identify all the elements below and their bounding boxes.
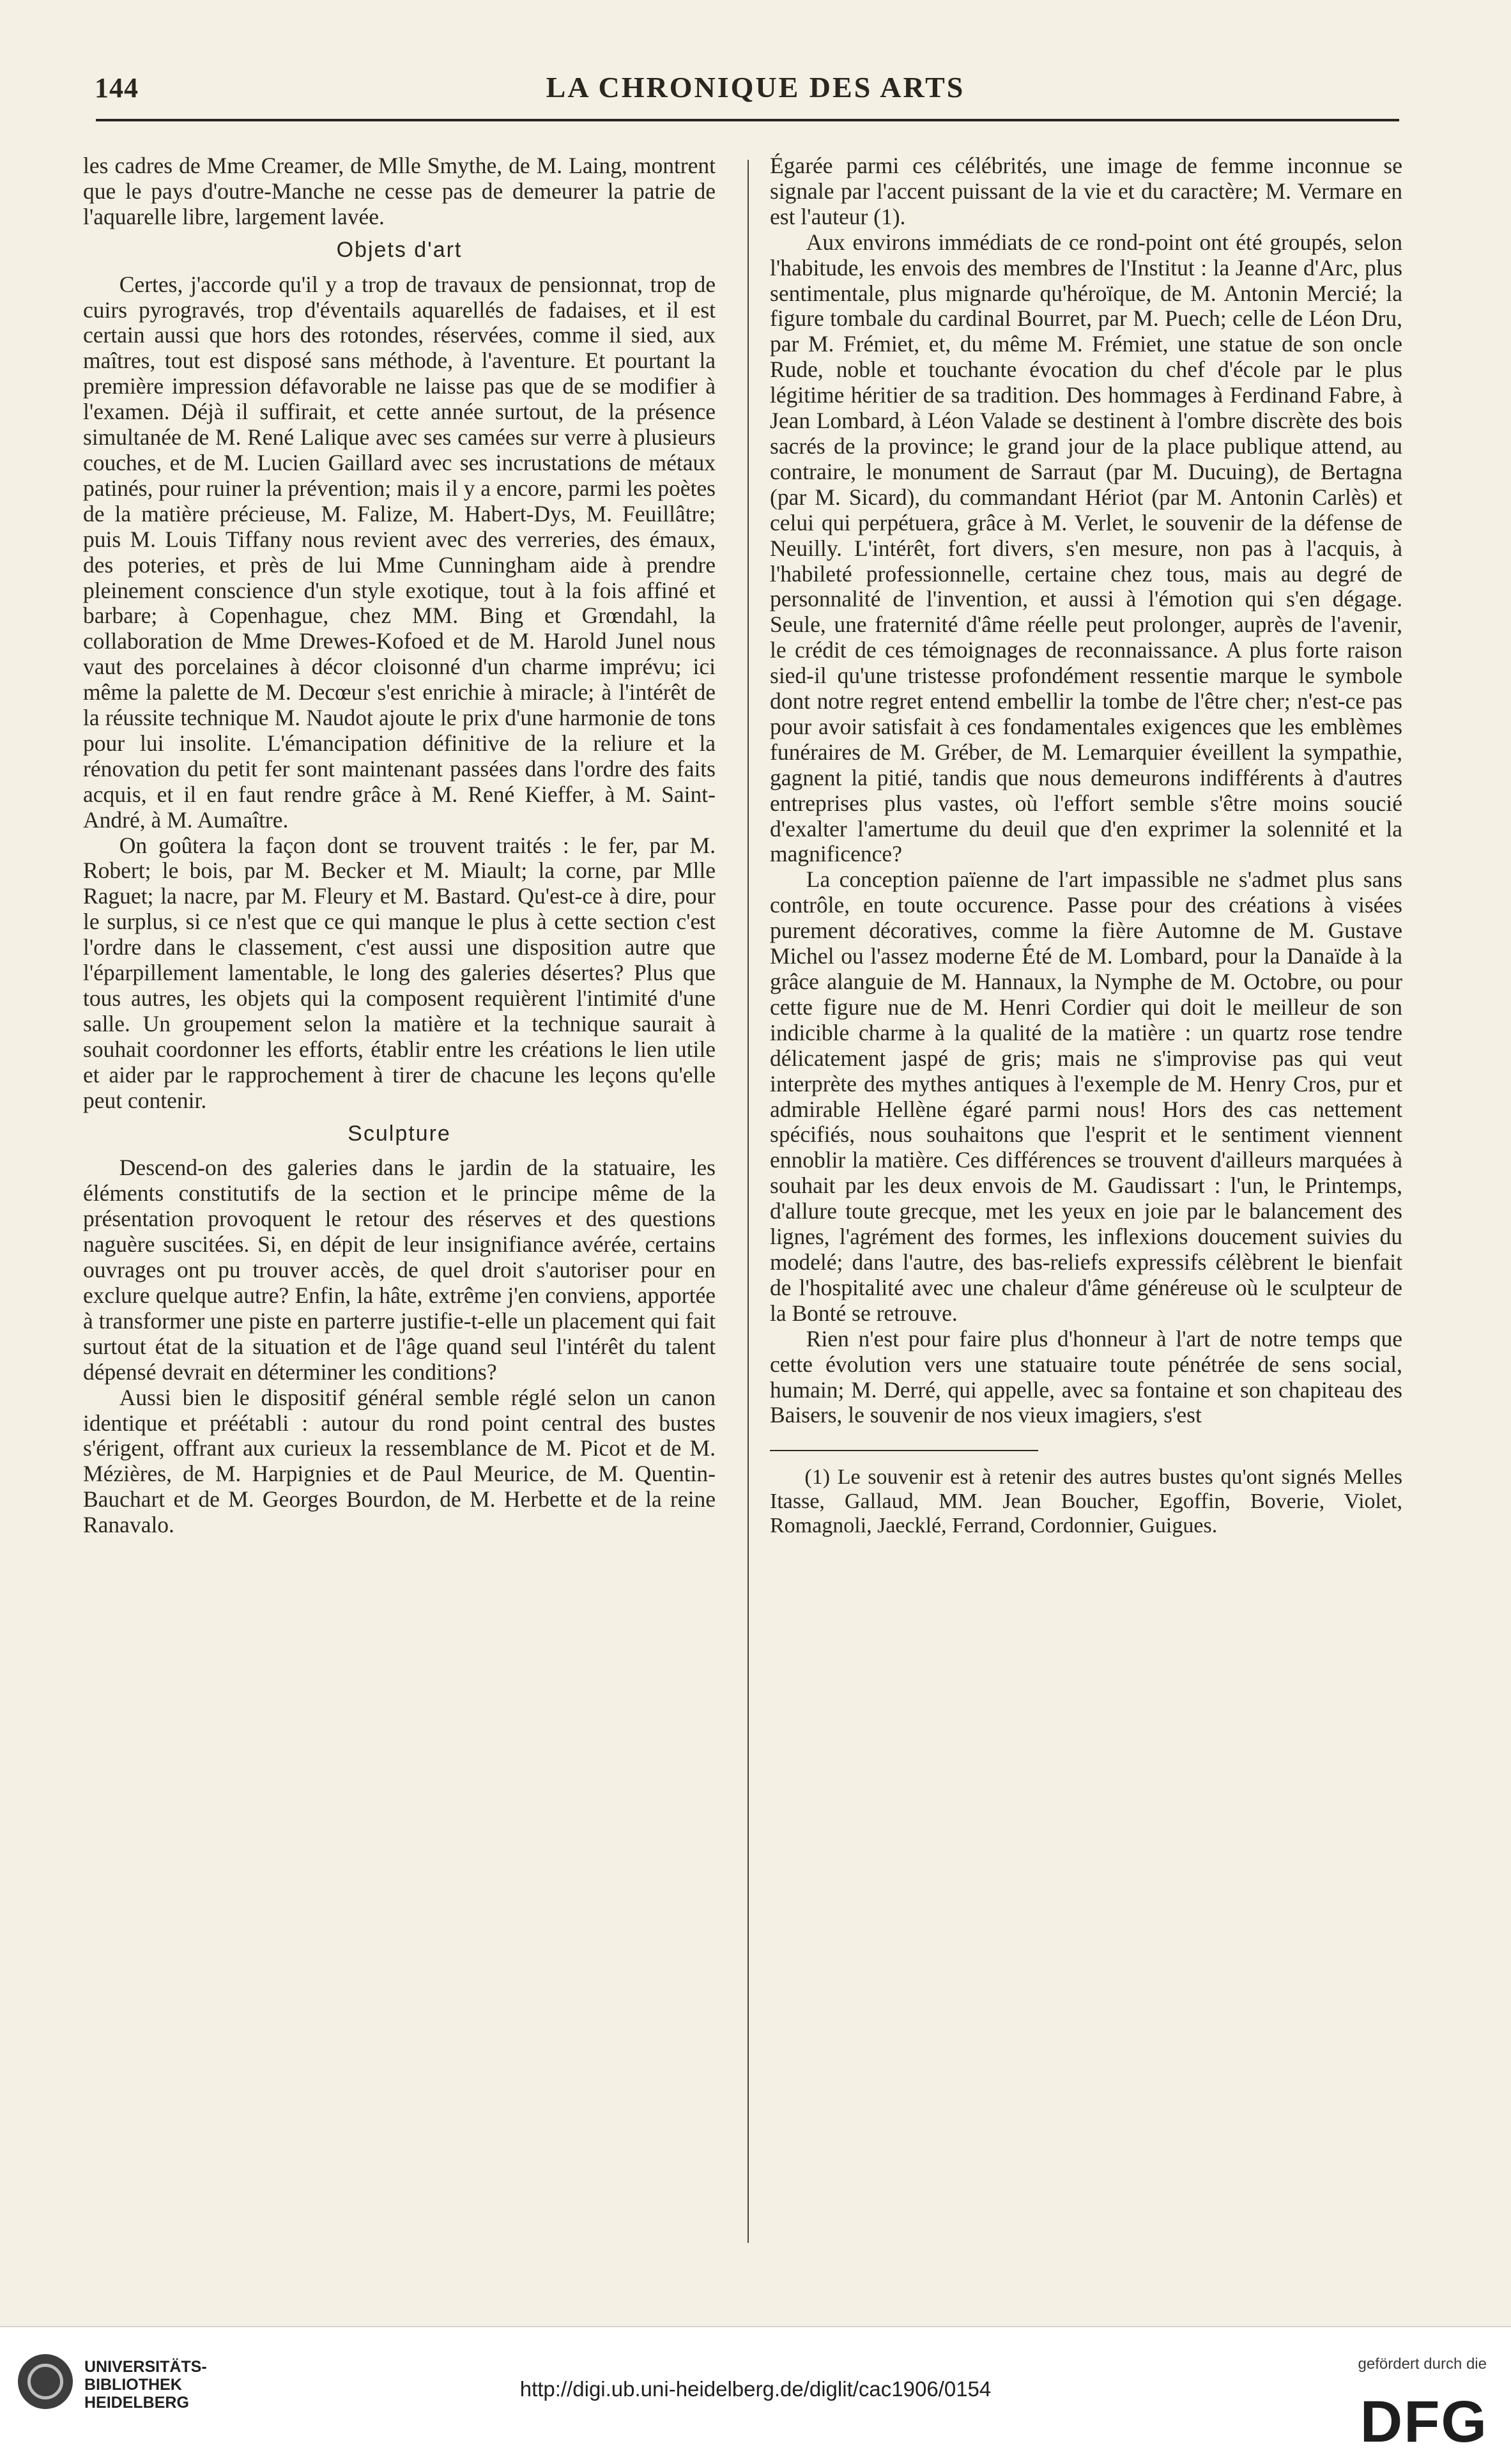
sculpture-paragraph-2: Aussi bien le dispositif général semble réglé selon un canon identique et préétabli : autour du rond point central des bustes s'érigent, offrant aux curieux la ressemblance de M. Picot et de M. Mézières, de M. Harpignies et de Paul Meurice, de M. Quentin-Bauchart et de M. Georges Bourdon, de M. Herbette et de la reine Ranavalo.	[83, 1384, 716, 1538]
footer-bar	[0, 2326, 1511, 2464]
right-paragraph-3: La conception païenne de l'art impassible ne s'admet plus sans contrôle, en toute occurence. Passe pour des créations à visées purement décoratives, comme la fière Automne de M. Gustave Michel ou l'assez moderne Été de M. Lombard, pour la Danaïde à la grâce alanguie de M. Hannaux, la Nymphe de M. Octobre, ou pour cette figure nue de M. Henri Cordier qui doit le meilleur de son indicible charme à la qualité de la matière : un quartz rose tendre délicatement jaspé de gris; mais ne s'improvise pas qui veut interprète des mythes antiques à l'exemple de M. Henry Cros, pur et admirable Hellène égaré parmi nous! Hors des cas nettement spécifiés, nous souhaitons que l'esprit et le sentiment viennent ennoblir la matière. Ces différences se trouvent d'ailleurs marquées à souhait par les deux envois de M. Gaudissart : l'un, le Printemps, d'allure toute grecque, met les yeux en joie par le balancement des lignes, l'agrément des formes, les inflexions doucement suivies du modelé; dans l'autre, des bas-reliefs expressifs célèbrent le bienfait de l'hospitalité avec une chaleur d'âme généreuse où le sculpteur de la Bonté se retrouve.	[770, 866, 1402, 1326]
footnote: (1) Le souvenir est à retenir des autres bustes qu'ont signés Melles Itasse, Gallaud, MM. Jean Boucher, Egoffin, Boverie, Violet, Romagnoli, Jaecklé, Ferrand, Cordonnier, Guigues.	[770, 1465, 1402, 1538]
funded-by-label: gefördert durch die	[1358, 2355, 1487, 2373]
sculpture-paragraph-1: Descend-on des galeries dans le jardin de la statuaire, les éléments constitutifs de la section et le principe même de la présentation provoquent le retour des réserves et des questions naguère suscitées. Si, en dépit de leur insignifiance avérée, certains ouvrages ont pu trouver accès, de quel droit s'autoriser pour en exclure quelque autre? Enfin, la hâte, extrême j'en conviens, apportée à transformer une piste en parterre justifie-t-elle un placement qui fait surtout état de la situation et de l'âge quand seul l'intérêt du talent dépensé devrait en déterminer les conditions?	[83, 1155, 716, 1385]
right-paragraph-2: Aux environs immédiats de ce rond-point ont été groupés, selon l'habitude, les envois des membres de l'Institut : la Jeanne d'Arc, plus sentimentale, plus mignarde qu'héroïque, de M. Antonin Mercié; la figure tombale du cardinal Bourret, par M. Puech; celle de Léon Dru, par M. Frémiet, et, du même M. Frémiet, une statue de son oncle Rude, noble et touchante évocation du chef d'école par le plus légitime héritier de sa tradition. Des hommages à Ferdinand Fabre, à Jean Lombard, à Léon Valade se destinent à l'ombre discrète des bois sacrés de la province; le grand jour de la place publique attend, au contraire, le monument de Sarraut (par M. Ducuing), de Bertagna (par M. Sicard), du commandant Hériot (par M. Antonin Carlès) et celui qui perpétuera, grâce à M. Verlet, le souvenir de la défense de Neuilly. L'intérêt, fort divers, s'en mesure, non pas à l'acquis, à l'habileté professionnelle, certaine chez tous, mais au degré de personnalité de l'invention, et aussi à l'émotion qui s'en dégage. Seule, une fraternité d'âme réelle peut prolonger, auprès de l'avenir, le crédit de ces témoignages de reconnaissance. A plus forte raison sied-il qu'une tristesse profondément ressentie marque le symbole dont notre regret entend embellir la tombe de l'être cher; n'est-ce pas pour avoir satisfait à ces fondamentales exigences que les emblèmes funéraires de M. Gréber, de M. Lemarquier éveillent la sympathie, gagnent la pitié, tandis que nous demeurons indifférents à d'autres entreprises plus vastes, où l'effort semble s'être moins soucié d'exalter l'amertume du deuil que d'en exprimer la solennité et la magnificence?	[770, 229, 1402, 867]
page-number: 144	[95, 72, 139, 104]
dfg-logo: DFG	[1360, 2389, 1488, 2454]
header-rule	[96, 119, 1399, 121]
institution-name: UNIVERSITÄTS- BIBLIOTHEK HEIDELBERG	[84, 2358, 207, 2412]
right-paragraph-4: Rien n'est pour faire plus d'honneur à l'art de notre temps que cette évolution vers une statuaire toute pénétrée de sens social, humain; M. Derré, qui appelle, avec sa fontaine et son chapiteau des Baisers, le souvenir de nos vieux imagiers, s'est	[770, 1325, 1402, 1428]
objets-paragraph-2: On goûtera la façon dont se trouvent traités : le fer, par M. Robert; le bois, par M. Becker et M. Miault; la corne, par Mlle Raguet; la nacre, par M. Fleury et M. Bastard. Qu'est-ce à dire, pour le surplus, si ce n'est que ce qui manque le plus à cette section c'est l'ordre dans le classement, c'est aussi une disposition autre que l'éparpillement lamentable, le long des galeries désertes? Plus que tous autres, les objets qui la composent requièrent l'intimité d'une salle. Un groupement selon la matière et la technique saurait à souhait coordonner les efforts, établir entre les créations le lien utile et aider par le rapprochement à tirer de chacune les leçons qu'elle peut contenir.	[83, 832, 716, 1113]
left-column	[83, 153, 716, 1538]
running-title: LA CHRONIQUE DES ARTS	[546, 71, 965, 104]
section-heading-sculpture: Sculpture	[348, 1121, 451, 1146]
intro-paragraph: les cadres de Mme Creamer, de Mlle Smythe, de M. Laing, montrent que le pays d'outre-Manche ne cesse pas de demeurer la patrie de l'aquarelle libre, largement lavée.	[83, 153, 716, 229]
column-divider	[748, 160, 749, 2243]
source-url-link[interactable]: http://digi.ub.uni-heidelberg.de/diglit/cac1906/0154	[519, 2377, 992, 2401]
footnote-rule	[770, 1450, 1038, 1451]
objets-paragraph-1: Certes, j'accorde qu'il y a trop de travaux de pensionnat, trop de cuirs pyrogravés, trop d'éventails aquarellés de fadaises, et il est certain aussi que hors des rotondes, réservées, comme il sied, aux maîtres, tout est disposé sans méthode, à l'aventure. Et pourtant la première impression défavorable ne laisse pas que de se modifier à l'examen. Déjà il suffirait, et cette année surtout, de la présence simultanée de M. René Lalique avec ses camées sur verre à plusieurs couches, et de M. Lucien Gaillard avec ses incrustations de métaux patinés, pour ruiner la prévention; mais il y a encore, parmi les poètes de la matière précieuse, M. Falize, M. Habert-Dys, M. Feuillâtre; puis M. Louis Tiffany nous revient avec des verreries, des émaux, des poteries, et près de lui Mme Cunningham aide à prendre pleinement conscience d'un style exotique, tout à la fois affiné et barbare; à Copenhague, chez MM. Bing et Grœndahl, la collaboration de Mme Drewes-Kofoed et de M. Harold Junel nous vaut des porcelaines à décor cloisonné d'un charme imprévu; ici même la palette de M. Decœur s'est enrichie à miracle; à l'intérêt de la réussite technique M. Naudot ajoute le prix d'une harmonie de tons pour lui insolite. L'émancipation définitive de la reliure et la rénovation du petit fer sont maintenant passées dans l'ordre des faits acquis, et il en faut rendre grâce à M. René Kieffer, à M. Saint-André, à M. Aumaître.	[83, 271, 716, 833]
right-column	[770, 153, 1402, 1538]
section-heading-objets: Objets d'art	[336, 237, 463, 262]
right-paragraph-1: Égarée parmi ces célébrités, une image de femme inconnue se signale par l'accent puissant de la vie et du caractère; M. Vermare en est l'auteur (1).	[770, 153, 1402, 229]
